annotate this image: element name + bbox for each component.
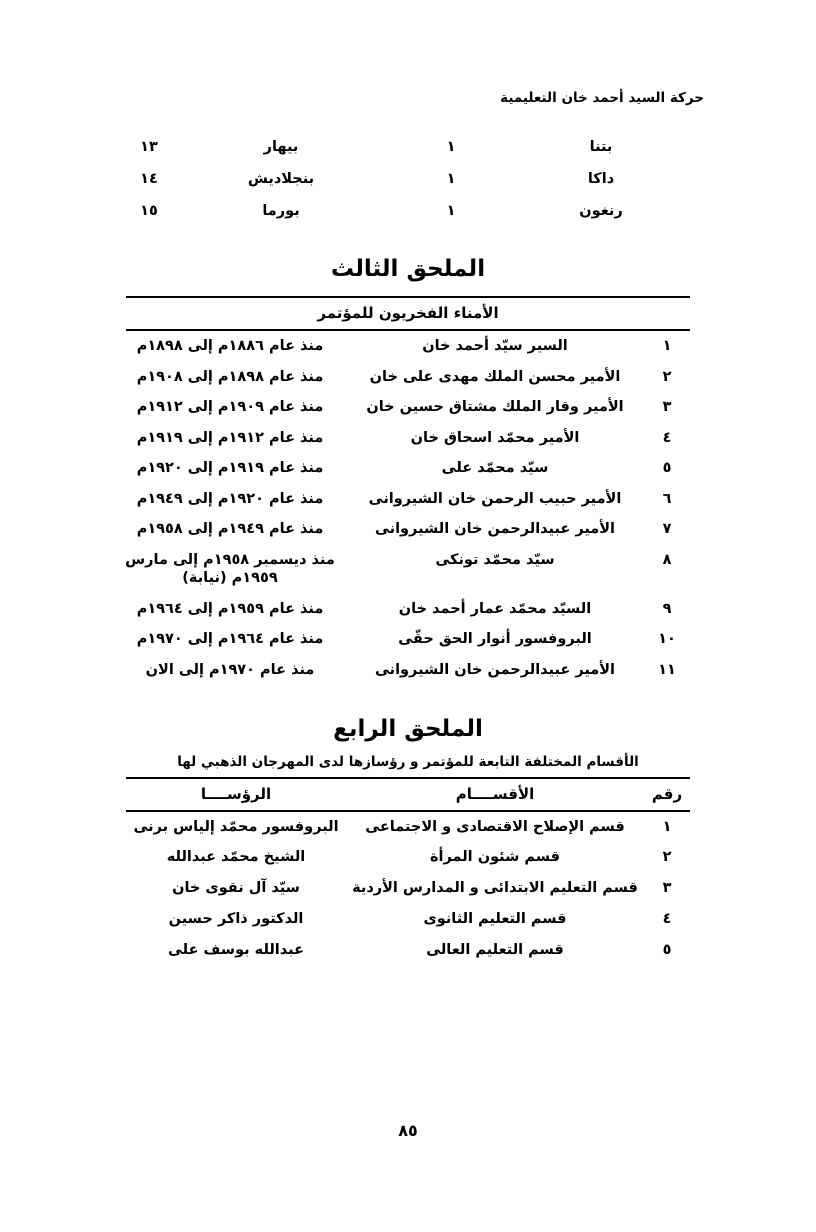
trustee-term: منذ عام ١٨٨٦م إلى ١٨٩٨م bbox=[136, 338, 324, 354]
row-number: ٤ bbox=[662, 429, 672, 446]
trustee-name: الأمير حبيب الرحمن خان الشيروانى bbox=[368, 490, 622, 507]
row-number: ٣ bbox=[662, 879, 672, 896]
chairman-name: البروفسور محمّد إلياس برنى bbox=[133, 818, 339, 835]
trustee-term: منذ عام ١٩٤٩م إلى ١٩٥٨م bbox=[136, 521, 324, 538]
trustee-name: الأمير وقار الملك مشتاق حسين خان bbox=[366, 399, 624, 416]
trustee-name: سيّد محمّد تونكى bbox=[435, 551, 555, 568]
trustee-term: منذ عام ١٨٩٨م إلى ١٩٠٨م bbox=[136, 368, 324, 385]
place-cell: بورما bbox=[262, 203, 300, 219]
trustee-name: سيّد محمّد على bbox=[441, 460, 549, 477]
chairman-name: عبدالله بوسف على bbox=[168, 941, 304, 958]
trustee-term: منذ عام ١٩٧٠م إلى الان bbox=[145, 662, 315, 679]
trustee-term: منذ عام ١٩٠٩م إلى ١٩١٢م bbox=[136, 399, 324, 416]
trustees-table-body bbox=[120, 331, 690, 686]
table-row bbox=[120, 514, 690, 545]
trustee-term: منذ ديسمبر ١٩٥٨م إلى مارس ١٩٥٩م (نيابة) bbox=[125, 551, 335, 587]
running-header: حركة السيد أحمد خان التعليمية bbox=[500, 90, 704, 106]
table-row bbox=[126, 935, 690, 966]
trustee-term: منذ عام ١٩٥٩م إلى ١٩٦٤م bbox=[136, 600, 324, 617]
number-cell: ١٥ bbox=[140, 203, 158, 219]
table-row bbox=[120, 362, 690, 393]
trustee-name: السيّد محمّد عمار أحمد خان bbox=[398, 600, 592, 617]
table-header-row bbox=[126, 779, 690, 810]
count-cell: ١ bbox=[446, 171, 456, 187]
table-row bbox=[120, 594, 690, 625]
appendix-four-subtitle: الأقسام المختلفة التابعة للمؤتمر و رؤسازها لدى المهرجان الذهبي لها bbox=[177, 753, 639, 770]
appendix-four-table bbox=[126, 754, 690, 966]
chairman-name: الشيخ محمّد عبدالله bbox=[166, 849, 306, 866]
spacer-cell bbox=[676, 164, 704, 196]
city-cell: داكا bbox=[587, 171, 615, 187]
trustee-term: منذ عام ١٩١٢م إلى ١٩١٩م bbox=[136, 429, 324, 446]
continued-table bbox=[112, 132, 704, 228]
row-number: ١٠ bbox=[658, 631, 676, 648]
page-content bbox=[112, 128, 704, 965]
city-cell: بتنا bbox=[589, 139, 613, 155]
number-cell: ١٤ bbox=[140, 171, 158, 187]
sections-table-body bbox=[126, 779, 690, 810]
column-header-section: الأقســــام bbox=[455, 784, 535, 803]
city-cell: رنغون bbox=[579, 203, 623, 219]
page-number: ٨٥ bbox=[398, 1121, 418, 1140]
chairman-name: الدكتور ذاكر حسين bbox=[168, 910, 304, 927]
section-name: قسم الإصلاح الاقتصادى و الاجتماعى bbox=[365, 818, 625, 835]
column-header-chairman: الرؤســــا bbox=[200, 784, 272, 803]
section-name: قسم شئون المرأة bbox=[429, 849, 561, 866]
table-row bbox=[120, 624, 690, 655]
table-row bbox=[120, 484, 690, 515]
spacer-cell bbox=[676, 132, 704, 164]
trustee-term: منذ عام ١٩٢٠م إلى ١٩٤٩م bbox=[136, 490, 324, 507]
row-number: ٥ bbox=[662, 941, 672, 958]
table-row bbox=[112, 196, 704, 228]
table-row bbox=[120, 392, 690, 423]
place-cell: بنجلاديش bbox=[247, 171, 315, 187]
appendix-three-caption: الأمناء الفخريون للمؤتمر bbox=[317, 304, 499, 322]
table-row bbox=[120, 331, 690, 362]
appendix-three-title: الملحق الثالث bbox=[330, 256, 486, 282]
row-number: ٨ bbox=[662, 551, 672, 568]
section-name: قسم التعليم الثانوى bbox=[423, 910, 567, 927]
trustee-name: السير سيّد أحمد خان bbox=[422, 338, 568, 354]
table-row bbox=[120, 545, 690, 594]
row-number: ٦ bbox=[662, 490, 672, 507]
row-number: ١ bbox=[662, 338, 672, 354]
sections-rows bbox=[126, 812, 690, 965]
table-row bbox=[120, 655, 690, 686]
sections-table bbox=[126, 779, 690, 810]
trustee-name: الأمير عبيدالرحمن خان الشيروانى bbox=[374, 662, 616, 679]
place-cell: بيهار bbox=[263, 139, 299, 155]
chairman-name: سيّد آل نقوى خان bbox=[172, 879, 300, 896]
row-number: ٩ bbox=[662, 600, 672, 617]
table-row bbox=[112, 132, 704, 164]
row-number: ٢ bbox=[662, 368, 672, 385]
column-header-number: رقم bbox=[651, 784, 683, 803]
appendix-three-table bbox=[126, 296, 690, 686]
count-cell: ١ bbox=[446, 139, 456, 155]
table-row bbox=[126, 873, 690, 904]
trustees-table bbox=[120, 331, 690, 686]
table-row bbox=[120, 423, 690, 454]
trustee-term: منذ عام ١٩١٩م إلى ١٩٢٠م bbox=[136, 460, 324, 477]
row-number: ٣ bbox=[662, 399, 672, 416]
trustee-name: الأمير محسن الملك مهدى على خان bbox=[369, 368, 621, 385]
count-cell: ١ bbox=[446, 203, 456, 219]
table-row bbox=[126, 842, 690, 873]
row-number: ١١ bbox=[658, 662, 676, 679]
section-name: قسم التعليم الابتدائى و المدارس الأردية bbox=[352, 879, 638, 896]
row-number: ٢ bbox=[662, 849, 672, 866]
table-row bbox=[126, 812, 690, 843]
row-number: ١ bbox=[662, 818, 672, 835]
trustee-term: منذ عام ١٩٦٤م إلى ١٩٧٠م bbox=[136, 631, 324, 648]
trustee-name: البروفسور أنوار الحق حقّى bbox=[398, 631, 592, 648]
trustee-name: الأمير عبيدالرحمن خان الشيروانى bbox=[374, 521, 616, 538]
spacer-cell bbox=[676, 196, 704, 228]
number-cell: ١٣ bbox=[140, 139, 158, 155]
row-number: ٤ bbox=[662, 910, 672, 927]
row-number: ٧ bbox=[662, 521, 672, 538]
continued-table-body bbox=[112, 132, 704, 228]
appendix-four-title: الملحق الرابع bbox=[333, 715, 483, 742]
table-row bbox=[126, 904, 690, 935]
sections-table-body-wrap bbox=[126, 812, 690, 965]
trustee-name: الأمير محمّد اسحاق خان bbox=[410, 429, 580, 446]
table-row bbox=[112, 164, 704, 196]
row-number: ٥ bbox=[662, 460, 672, 477]
section-name: قسم التعليم العالى bbox=[426, 941, 564, 958]
table-row bbox=[120, 453, 690, 484]
